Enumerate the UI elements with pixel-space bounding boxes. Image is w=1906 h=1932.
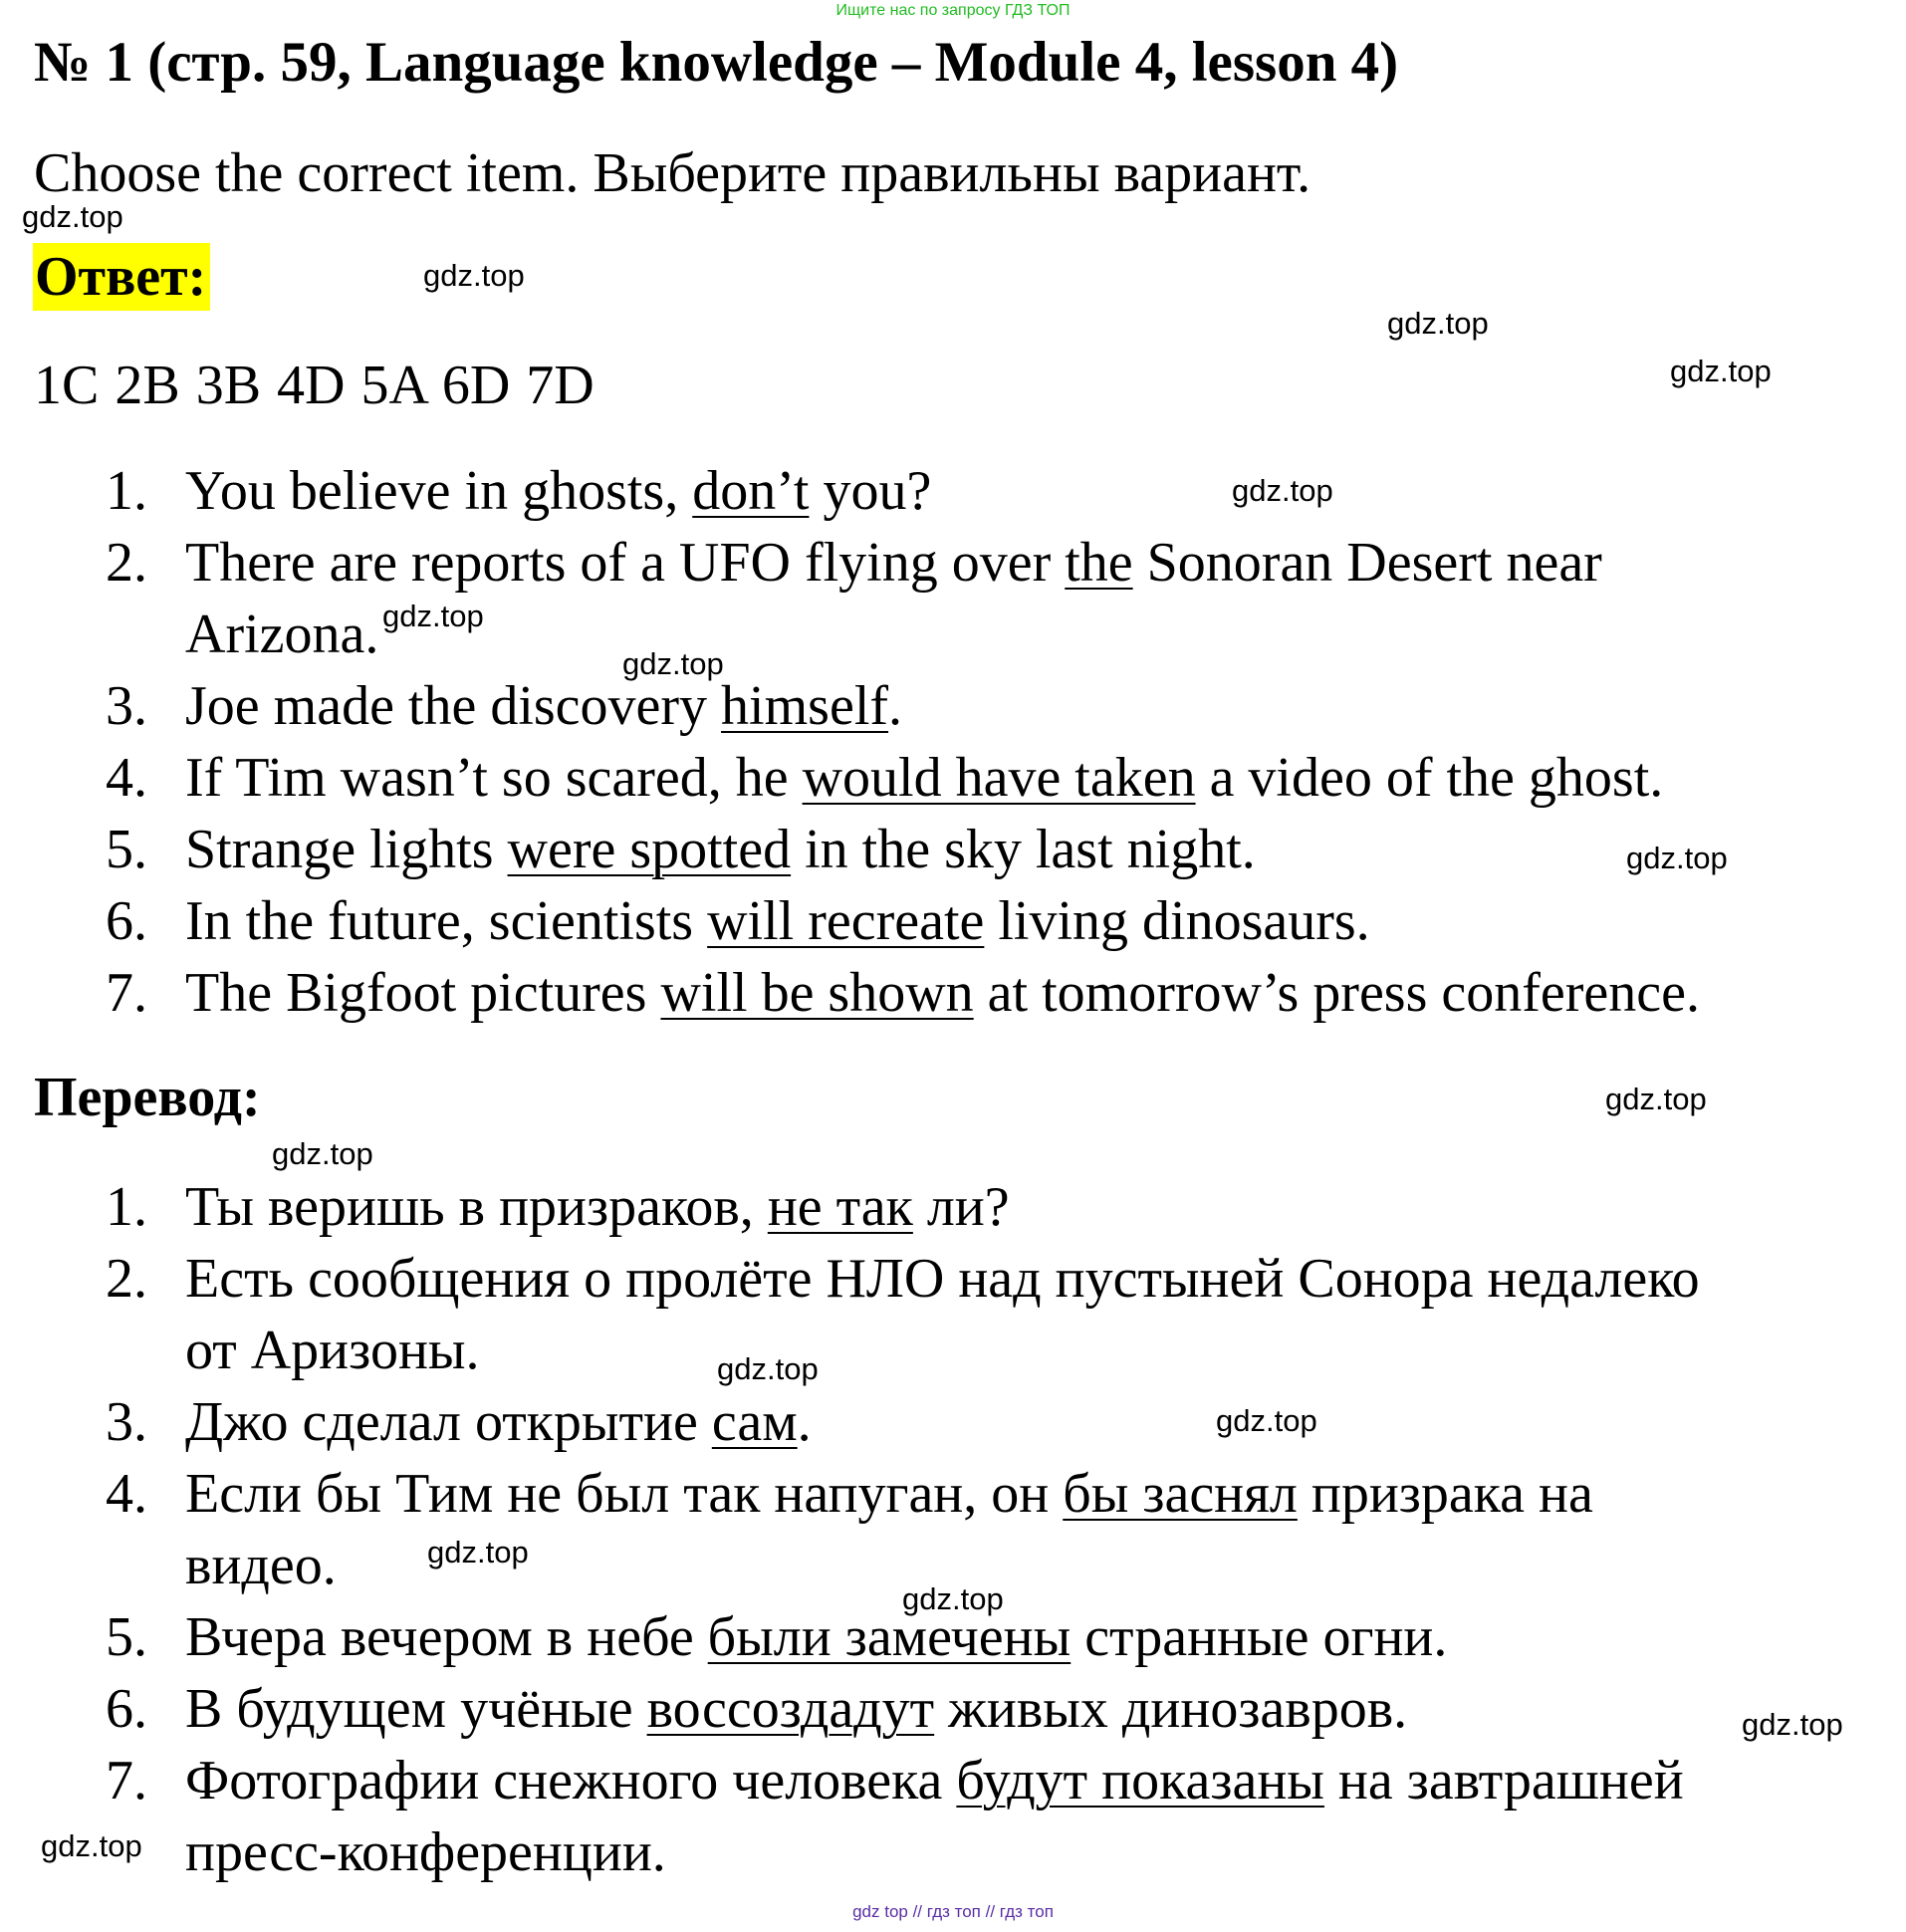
translation-item-continuation: пресс-конференции. bbox=[185, 1821, 666, 1883]
task-instruction: Choose the correct item. Выберите правильны вариант. bbox=[34, 142, 1311, 204]
answer-item-answer: will recreate bbox=[707, 890, 985, 952]
watermark: gdz.top bbox=[902, 1581, 1004, 1616]
watermark: gdz.top bbox=[382, 599, 484, 633]
answer-item-text: Joe made the discovery bbox=[185, 675, 722, 737]
translation-item-text: Фотографии снежного человека bbox=[185, 1750, 957, 1811]
answer-item-continuation: Arizona. bbox=[185, 604, 379, 665]
answer-item-answer: were spotted bbox=[507, 819, 792, 880]
translation-item-text: на завтрашней bbox=[1323, 1750, 1684, 1811]
translation-item-text: Ты веришь в призраков, bbox=[185, 1176, 768, 1238]
watermark: gdz.top bbox=[1626, 841, 1728, 875]
translation-item-number: 4. bbox=[106, 1463, 147, 1525]
translation-item-answer: будут показаны bbox=[956, 1750, 1324, 1811]
translation-item-number: 3. bbox=[106, 1391, 147, 1453]
answer-item-number: 7. bbox=[106, 962, 147, 1024]
answer-item bbox=[0, 742, 1906, 814]
translation-item-text: странные огни. bbox=[1071, 1606, 1448, 1668]
watermark: gdz.top bbox=[1742, 1707, 1843, 1742]
watermark: gdz.top bbox=[1670, 354, 1772, 388]
translation-item-continuation: видео. bbox=[185, 1535, 337, 1596]
translation-item-text: Если бы Тим не был так напуган, он bbox=[185, 1463, 1064, 1525]
translation-item-number: 5. bbox=[106, 1606, 147, 1668]
translation-item bbox=[0, 1171, 1906, 1243]
watermark: gdz.top bbox=[1387, 306, 1489, 341]
answer-item-text: In the future, scientists bbox=[185, 890, 708, 952]
translation-item bbox=[0, 1745, 1906, 1888]
translation-item-number: 1. bbox=[106, 1176, 147, 1238]
answer-item-text: Strange lights bbox=[185, 819, 508, 880]
translation-item-number: 6. bbox=[106, 1678, 147, 1740]
translation-item-number: 2. bbox=[106, 1248, 147, 1310]
answer-item-answer: himself bbox=[721, 675, 889, 737]
translation-item-text: Есть сообщения о пролёте НЛО над пустыней Сонора недалеко bbox=[185, 1248, 1700, 1310]
watermark: gdz.top bbox=[22, 199, 123, 234]
translation-item-text: . bbox=[797, 1391, 812, 1453]
translation-item-text: ли? bbox=[912, 1176, 1010, 1238]
answer-item-text: . bbox=[888, 675, 903, 737]
answer-item bbox=[0, 957, 1906, 1029]
answer-item-number: 5. bbox=[106, 819, 147, 880]
answer-item-text: in the sky last night. bbox=[791, 819, 1256, 880]
watermark: gdz.top bbox=[41, 1828, 142, 1863]
translation-item-text: Джо сделал открытие bbox=[185, 1391, 712, 1453]
answers-list bbox=[0, 455, 1906, 1029]
answer-item-number: 3. bbox=[106, 675, 147, 737]
answer-item-text: at tomorrow’s press conference. bbox=[973, 962, 1700, 1024]
watermark: gdz.top bbox=[622, 646, 724, 681]
translation-item bbox=[0, 1386, 1906, 1458]
translation-item bbox=[0, 1243, 1906, 1386]
answer-item bbox=[0, 670, 1906, 742]
answer-item bbox=[0, 527, 1906, 670]
answer-item-text: If Tim wasn’t so scared, he bbox=[185, 747, 803, 809]
watermark: gdz.top bbox=[1605, 1082, 1707, 1116]
translation-item-answer: не так bbox=[767, 1176, 913, 1238]
answer-item-text: you? bbox=[809, 460, 932, 522]
translation-item-text: призрака на bbox=[1297, 1463, 1593, 1525]
page-title: № 1 (стр. 59, Language knowledge – Module 4, lesson 4) bbox=[34, 31, 1399, 94]
translation-item-continuation: от Аризоны. bbox=[185, 1320, 480, 1381]
answer-item-text: The Bigfoot pictures bbox=[185, 962, 661, 1024]
answer-item-number: 1. bbox=[106, 460, 147, 522]
answer-item-answer: the bbox=[1065, 532, 1133, 594]
translation-item-answer: сам bbox=[711, 1391, 798, 1453]
top-notice-link[interactable]: Ищите нас по запросу ГДЗ ТОП bbox=[835, 2, 1071, 19]
answer-item-text: You believe in ghosts, bbox=[185, 460, 693, 522]
answer-item-answer: would have taken bbox=[802, 747, 1196, 809]
watermark: gdz.top bbox=[1232, 473, 1333, 508]
answer-item-number: 2. bbox=[106, 532, 147, 594]
answer-item-text: Sonoran Desert near bbox=[1132, 532, 1602, 594]
answer-item-text: There are reports of a UFO flying over bbox=[185, 532, 1066, 594]
watermark: gdz.top bbox=[1216, 1403, 1317, 1438]
translations-list bbox=[0, 1171, 1906, 1888]
answer-item-text: a video of the ghost. bbox=[1195, 747, 1664, 809]
footer-links[interactable]: gdz top // гдз топ // гдз топ bbox=[852, 1902, 1054, 1921]
answer-label: Ответ: bbox=[33, 243, 210, 311]
answer-key: 1C 2B 3B 4D 5A 6D 7D bbox=[34, 355, 595, 416]
translation-item-answer: воссоздадут bbox=[646, 1678, 935, 1740]
answer-item bbox=[0, 885, 1906, 957]
answer-item-answer: will be shown bbox=[660, 962, 974, 1024]
watermark: gdz.top bbox=[427, 1535, 529, 1570]
translation-item-text: живых динозавров. bbox=[934, 1678, 1408, 1740]
watermark: gdz.top bbox=[423, 258, 525, 293]
watermark: gdz.top bbox=[717, 1351, 819, 1386]
answer-item-number: 6. bbox=[106, 890, 147, 952]
answer-item-text: living dinosaurs. bbox=[984, 890, 1370, 952]
translation-item-text: В будущем учёные bbox=[185, 1678, 647, 1740]
translation-item bbox=[0, 1458, 1906, 1601]
answer-item bbox=[0, 455, 1906, 527]
translation-heading: Перевод: bbox=[34, 1067, 261, 1128]
translation-item bbox=[0, 1673, 1906, 1745]
answer-item bbox=[0, 814, 1906, 885]
translation-item-answer: были замечены bbox=[707, 1606, 1072, 1668]
translation-item-number: 7. bbox=[106, 1750, 147, 1811]
watermark: gdz.top bbox=[272, 1136, 373, 1171]
translation-item-text: Вчера вечером в небе bbox=[185, 1606, 708, 1668]
translation-item-answer: бы заснял bbox=[1063, 1463, 1298, 1525]
answer-item-number: 4. bbox=[106, 747, 147, 809]
answer-item-answer: don’t bbox=[692, 460, 810, 522]
